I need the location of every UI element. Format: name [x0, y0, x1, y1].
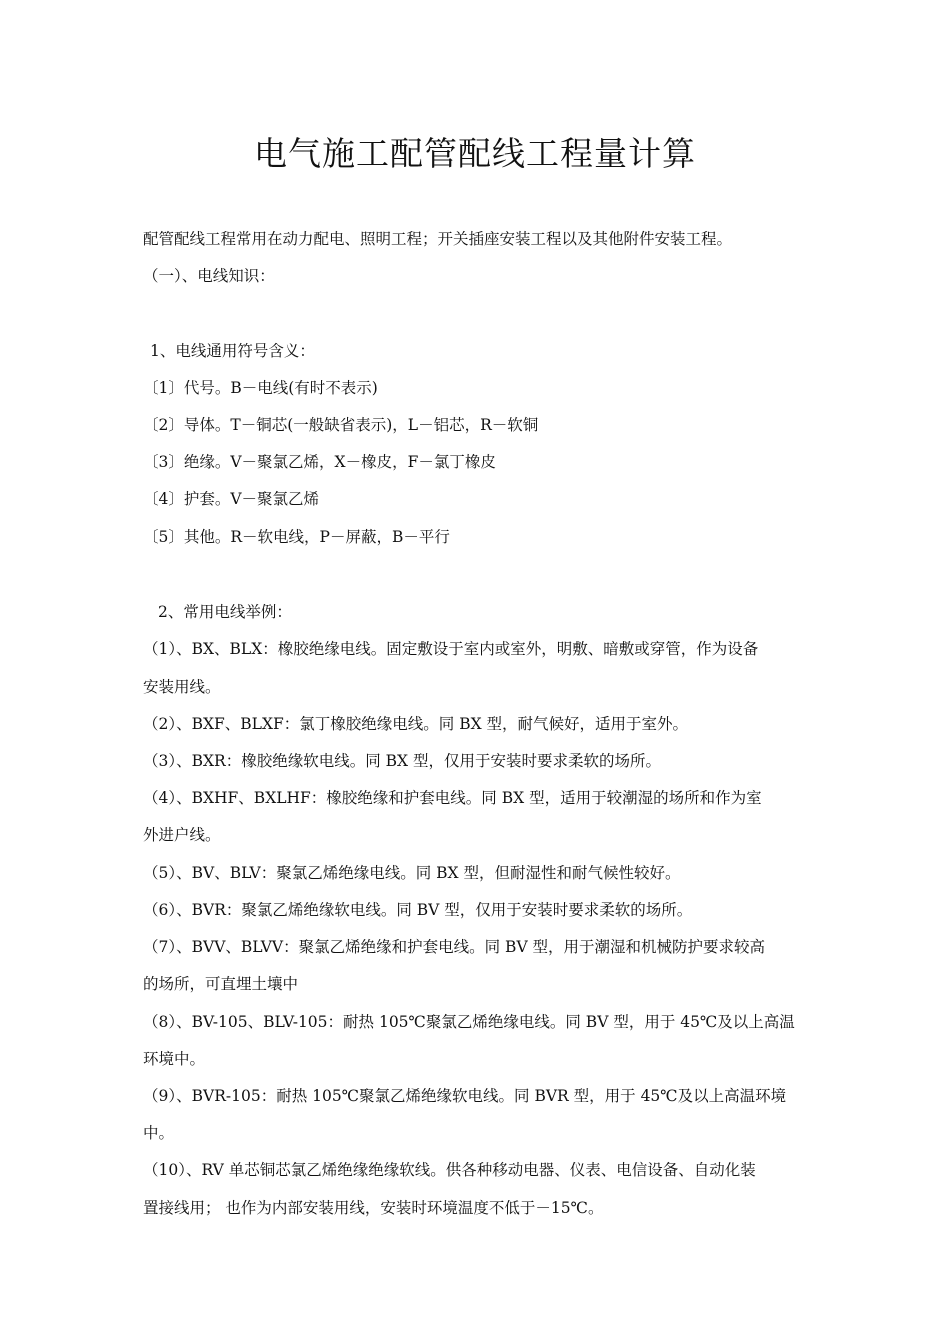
wire-example-line: （3）、BXR：橡胶绝缘软电线。同 BX 型，仅用于安装时要求柔软的场所。	[143, 752, 661, 770]
symbol-item: 〔5〕其他。R－软电线，P－屏蔽，B－平行	[143, 528, 450, 546]
wire-example-line: （10）、RV 单芯铜芯氯乙烯绝缘绝缘软线。供各种移动电器、仪表、电信设备、自动化装	[143, 1161, 756, 1179]
wire-example-line: 外进户线。	[143, 826, 221, 844]
wire-example-line: （7）、BVV、BLVV：聚氯乙烯绝缘和护套电线。同 BV 型，用于潮湿和机械防护要求较高	[143, 938, 766, 956]
symbol-item: 〔4〕护套。V－聚氯乙烯	[143, 490, 320, 508]
wire-example-line: （9）、BVR-105：耐热 105℃聚氯乙烯绝缘软电线。同 BVR 型，用于 45℃及以上高温环境	[143, 1087, 787, 1105]
symbol-item: 〔3〕绝缘。V－聚氯乙烯，X－橡皮，F－氯丁橡皮	[143, 453, 496, 471]
section-heading: （一）、电线知识：	[143, 267, 275, 285]
subsection-heading-2: 2、常用电线举例：	[158, 603, 292, 621]
wire-example-line: （2）、BXF、BLXF：氯丁橡胶绝缘电线。同 BX 型，耐气候好，适用于室外。	[143, 715, 689, 733]
wire-example-line: 环境中。	[143, 1050, 206, 1068]
symbol-item: 〔1〕代号。B－电线(有时不表示)	[143, 379, 378, 397]
wire-example-line: （1）、BX、BLX：橡胶绝缘电线。固定敷设于室内或室外，明敷、暗敷或穿管，作为设备	[143, 640, 759, 658]
wire-example-line: 安装用线。	[143, 678, 221, 696]
wire-example-line: （8）、BV-105、BLV-105：耐热 105℃聚氯乙烯绝缘电线。同 BV 型，用于 45℃及以上高温	[143, 1013, 795, 1031]
wire-example-line: 的场所，可直埋土壤中	[143, 975, 299, 993]
intro-paragraph: 配管配线工程常用在动力配电、照明工程；开关插座安装工程以及其他附件安装工程。	[143, 230, 733, 248]
symbol-item: 〔2〕导体。T－铜芯(一般缺省表示)，L－铝芯，R－软铜	[143, 416, 539, 434]
subsection-heading-1: 1、电线通用符号含义：	[150, 342, 315, 360]
page-title: 电气施工配管配线工程量计算	[254, 134, 696, 173]
wire-example-line: 中。	[143, 1124, 175, 1142]
wire-example-line: 置接线用； 也作为内部安装用线，安装时环境温度不低于－15℃。	[143, 1199, 604, 1217]
wire-example-line: （5）、BV、BLV：聚氯乙烯绝缘电线。同 BX 型，但耐湿性和耐气候性较好。	[143, 864, 681, 882]
wire-example-line: （6）、BVR：聚氯乙烯绝缘软电线。同 BV 型，仅用于安装时要求柔软的场所。	[143, 901, 693, 919]
wire-example-line: （4）、BXHF、BXLHF：橡胶绝缘和护套电线。同 BX 型，适用于较潮湿的场所和作为室	[143, 789, 762, 807]
